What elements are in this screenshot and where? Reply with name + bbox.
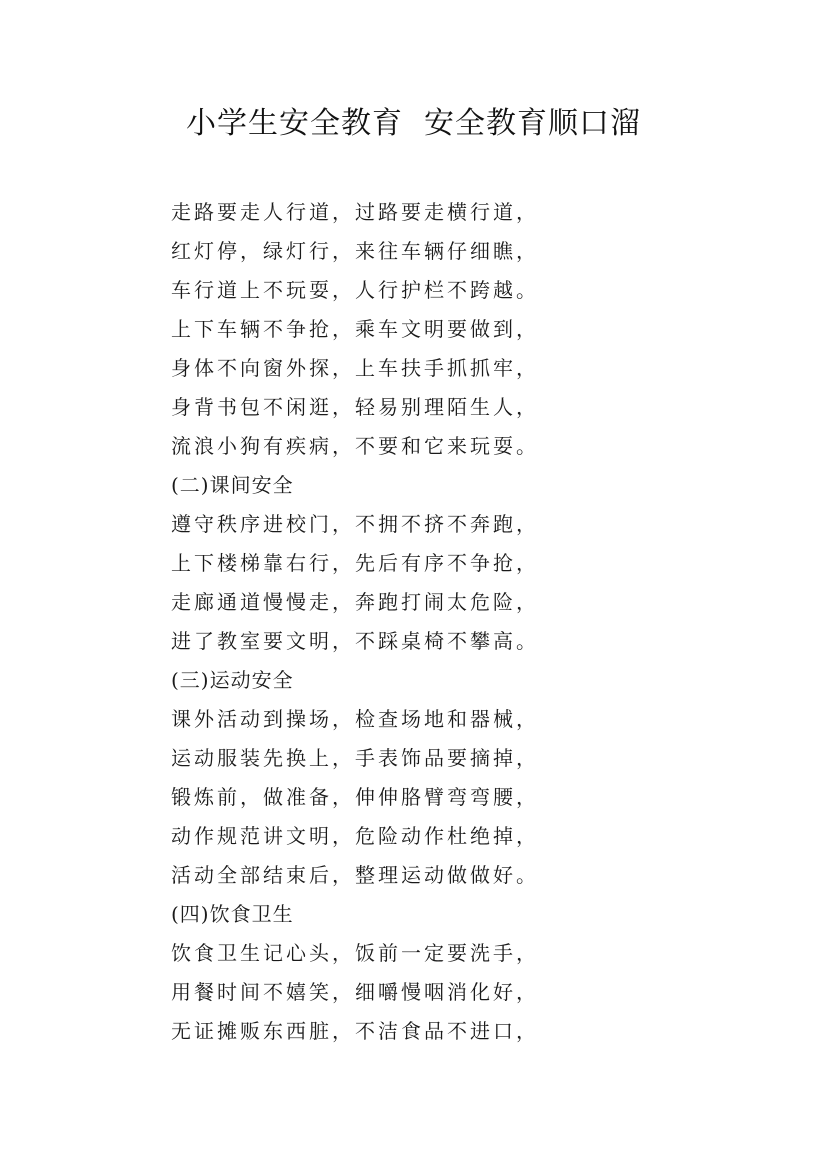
text-line: 课外活动到操场，检查场地和器械， — [171, 707, 539, 731]
text-line: 进了教室要文明，不踩桌椅不攀高。 — [171, 629, 539, 653]
text-line: 身背书包不闲逛，轻易别理陌生人， — [171, 395, 539, 419]
text-line: 动作规范讲文明，危险动作杜绝掉， — [171, 824, 539, 848]
text-line: 活动全部结束后，整理运动做做好。 — [171, 863, 539, 887]
document-body — [171, 193, 731, 1051]
text-line: 无证摊贩东西脏，不洁食品不进口， — [171, 1019, 539, 1043]
text-line: 车行道上不玩耍，人行护栏不跨越。 — [171, 278, 539, 302]
section-heading: (二)课间安全 — [171, 473, 294, 497]
text-line: 上下车辆不争抢，乘车文明要做到， — [171, 317, 539, 341]
text-line: 遵守秩序进校门，不拥不挤不奔跑， — [171, 512, 539, 536]
text-line: 红灯停，绿灯行，来往车辆仔细瞧， — [171, 239, 539, 263]
text-line: 锻炼前，做准备，伸伸胳臂弯弯腰， — [171, 785, 539, 809]
section-heading: (三)运动安全 — [171, 668, 294, 692]
text-line: 饮食卫生记心头，饭前一定要洗手， — [171, 941, 539, 965]
text-line: 流浪小狗有疾病，不要和它来玩耍。 — [171, 434, 539, 458]
document-title: 小学生安全教育 安全教育顺口溜 — [185, 106, 642, 141]
text-line: 运动服装先换上，手表饰品要摘掉， — [171, 746, 539, 770]
text-line: 走廊通道慢慢走，奔跑打闹太危险， — [171, 590, 539, 614]
section-heading: (四)饮食卫生 — [171, 902, 294, 926]
text-line: 用餐时间不嬉笑，细嚼慢咽消化好， — [171, 980, 539, 1004]
text-line: 身体不向窗外探，上车扶手抓抓牢， — [171, 356, 539, 380]
text-line: 走路要走人行道，过路要走横行道， — [171, 200, 539, 224]
text-line: 上下楼梯靠右行，先后有序不争抢， — [171, 551, 539, 575]
